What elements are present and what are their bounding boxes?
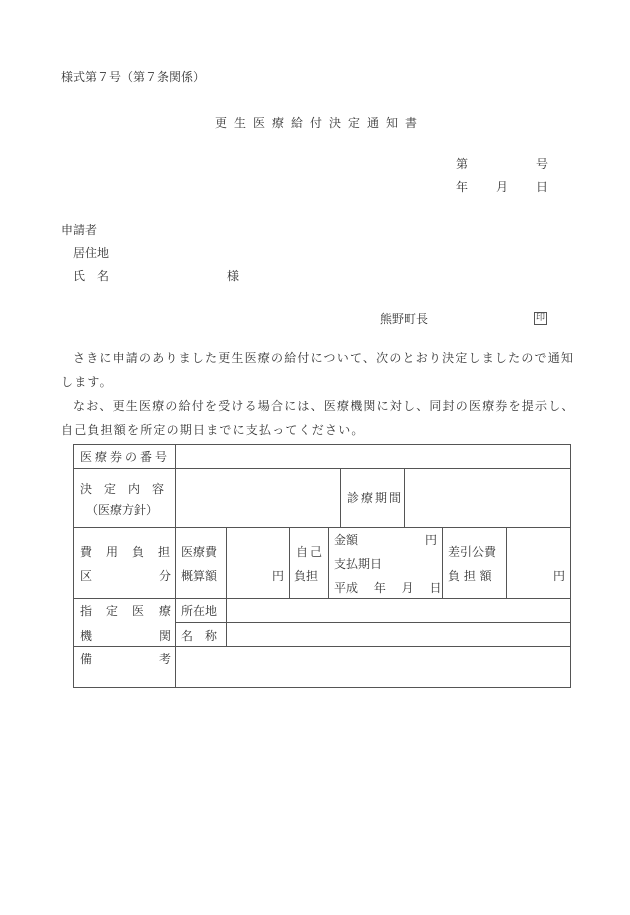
payment-era-date: 平成 年 月 日 <box>334 581 442 595</box>
document-title: 更生医療給付決定通知書 <box>215 116 425 130</box>
name-label: 氏 名 <box>73 269 110 283</box>
self-pay-label-2: 負担 <box>294 569 319 583</box>
institution-label-1d: 療 <box>159 604 172 618</box>
remarks-field[interactable] <box>176 647 570 687</box>
treatment-period-field[interactable] <box>405 469 570 527</box>
date-year: 年 <box>456 180 469 194</box>
remarks-label-a: 備 <box>80 652 93 666</box>
treatment-period-label: 診療期間 <box>347 491 404 505</box>
doc-number-prefix: 第 <box>456 157 469 171</box>
decision-field[interactable] <box>176 469 340 527</box>
fee-label-ku: 区 <box>80 569 93 583</box>
ticket-number-field[interactable] <box>176 445 570 468</box>
address-label: 居住地 <box>73 246 110 260</box>
estimated-label-1: 医療費 <box>181 545 218 559</box>
fee-label: 費 用 負 担 <box>80 545 172 559</box>
amount-label: 金額 <box>334 533 359 547</box>
public-burden-yen: 円 <box>553 569 566 583</box>
institution-label-1a: 指 <box>80 604 93 618</box>
payment-date-label: 支払期日 <box>334 557 383 571</box>
decision-sublabel: （医療方針） <box>86 503 159 517</box>
institution-label-2a: 機 <box>80 629 93 643</box>
notice-paragraph-1: さきに申請のありました更生医療の給付について、次のとおり決定しましたので通知します。 <box>61 351 575 389</box>
form-number: 様式第７号（第７条関係） <box>61 70 206 84</box>
fee-label-bun: 分 <box>159 569 172 583</box>
decision-label: 決 定 内 容 <box>80 482 165 496</box>
date-day: 日 <box>536 180 549 194</box>
date-month: 月 <box>496 180 509 194</box>
ticket-number-label: 医療券の番号 <box>80 450 171 464</box>
estimated-yen: 円 <box>272 569 285 583</box>
estimated-label-2: 概算額 <box>181 569 218 583</box>
issuer-title: 熊野町長 <box>380 312 429 326</box>
self-pay-label-1: 自己 <box>296 545 325 559</box>
amount-yen: 円 <box>425 533 438 547</box>
location-field[interactable] <box>227 599 570 622</box>
institution-label-2b: 関 <box>159 629 172 643</box>
public-burden-label-2: 負 担 額 <box>448 569 492 583</box>
institution-name-field[interactable] <box>227 623 570 646</box>
institution-label-1b: 定 <box>106 604 119 618</box>
applicant-heading: 申請者 <box>61 223 98 237</box>
institution-label-1c: 医 <box>132 604 145 618</box>
honorific: 様 <box>227 269 240 283</box>
doc-number-suffix: 号 <box>536 157 549 171</box>
seal-icon: 印 <box>536 313 546 323</box>
location-label: 所在地 <box>181 604 218 618</box>
public-burden-label-1: 差引公費 <box>448 545 497 559</box>
institution-name-label: 名 称 <box>181 629 218 643</box>
remarks-label-b: 考 <box>159 652 172 666</box>
notice-paragraph-2: なお、更生医療の給付を受ける場合には、医療機関に対し、同封の医療券を提示し、自己負担額を所定の期日までに支払ってください。 <box>61 399 575 437</box>
